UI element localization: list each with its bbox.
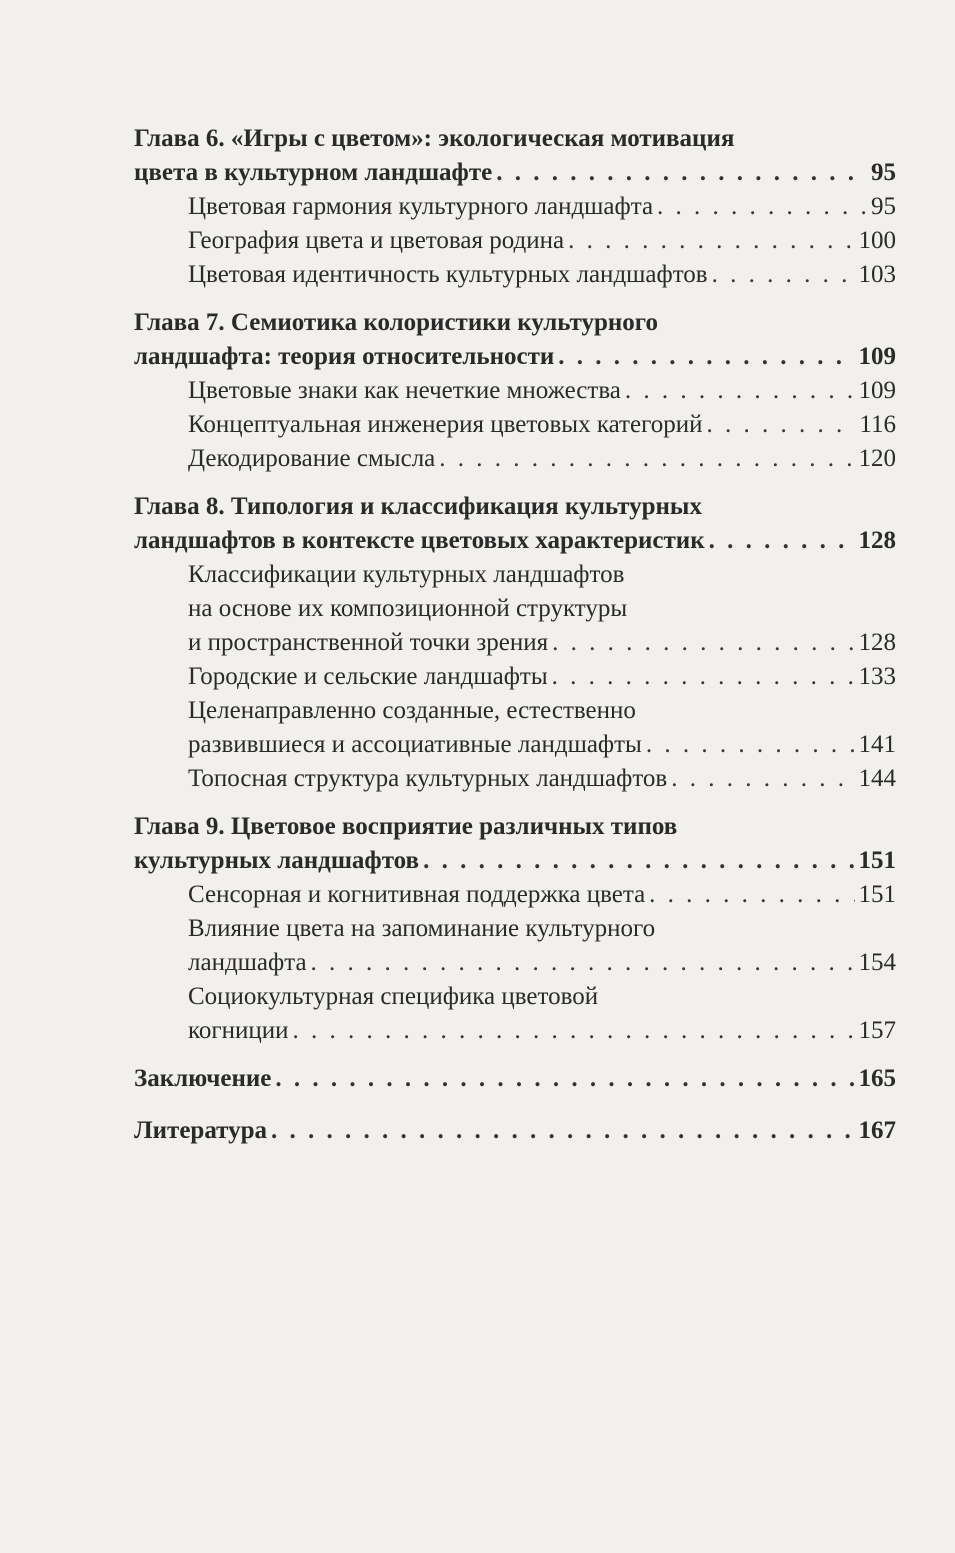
chapter-title-line: Глава 9. Цветовое восприятие различных типов [134, 813, 678, 840]
section-entry-line: Целенаправленно созданные, естественно [188, 697, 636, 724]
page-number: 157 [858, 1017, 896, 1044]
chapter-title-line: цвета в культурном ландшафте . . . 95 [134, 156, 896, 190]
dot-leader [568, 224, 854, 258]
page-number: 128 [858, 527, 896, 554]
section-entry: Декодирование смысла . . . 120 [134, 442, 896, 476]
dot-leader [423, 844, 854, 878]
chapter-8 [134, 490, 896, 796]
chapter-title-line: Глава 7. Семиотика колористики культурного [134, 309, 659, 336]
page-number: 109 [858, 343, 896, 370]
section-entry-line: Классификации культурных ландшафтов [188, 561, 625, 588]
section-entry: Сенсорная и когнитивная поддержка цвета . . . 151 [134, 878, 896, 912]
page-number: 151 [858, 881, 896, 908]
dot-leader [439, 442, 854, 476]
chapter-title-line: культурных ландшафтов . . . 151 [134, 844, 896, 878]
chapter-title-line: Глава 8. Типология и классификация культурных [134, 493, 702, 520]
literature-entry: Литература . . . 167 [134, 1114, 896, 1148]
chapter-title-line: ландшафта: теория относительности . . . 109 [134, 340, 896, 374]
section-entry-line: Социокультурная специфика цветовой [188, 983, 599, 1010]
chapter-title-line: Глава 6. «Игры с цветом»: экологическая мотивация [134, 125, 735, 152]
dot-leader [558, 340, 854, 374]
dot-leader [709, 524, 855, 558]
section-entry: Городские и сельские ландшафты . . . 133 [134, 660, 896, 694]
page-number: 95 [871, 193, 896, 220]
page-number: 154 [858, 949, 896, 976]
dot-leader [625, 374, 855, 408]
section-entry: Цветовая идентичность культурных ландшафтов . . . 103 [134, 258, 896, 292]
page-number: 120 [858, 445, 896, 472]
page-number: 151 [858, 847, 896, 874]
section-entry-line: Влияние цвета на запоминание культурного [188, 915, 656, 942]
section-entry: География цвета и цветовая родина . . . 100 [134, 224, 896, 258]
page-number: 165 [858, 1065, 896, 1092]
dot-leader [552, 626, 854, 660]
conclusion-entry: Заключение . . . 165 [134, 1062, 896, 1096]
dot-leader [293, 1014, 855, 1048]
table-of-contents [134, 122, 896, 1166]
section-entry: развившиеся и ассоциативные ландшафты . . . 141 [134, 728, 896, 762]
chapter-title-line: ландшафтов в контексте цветовых характеристик . . . 128 [134, 524, 896, 558]
page-number: 167 [858, 1117, 896, 1144]
dot-leader [657, 190, 867, 224]
section-entry: ландшафта . . . 154 [134, 946, 896, 980]
section-entry: и пространственной точки зрения . . . 128 [134, 626, 896, 660]
section-entry: Цветовые знаки как нечеткие множества . . . 109 [134, 374, 896, 408]
page-number: 109 [858, 377, 896, 404]
page-number: 103 [858, 261, 896, 288]
page-number: 144 [858, 765, 896, 792]
page-number: 141 [858, 731, 896, 758]
section-entry: Топосная структура культурных ландшафтов . . . 144 [134, 762, 896, 796]
chapter-6 [134, 122, 896, 292]
dot-leader [311, 946, 855, 980]
dot-leader [671, 762, 854, 796]
dot-leader [496, 156, 867, 190]
dot-leader [706, 408, 855, 442]
chapter-7 [134, 306, 896, 476]
dot-leader [275, 1062, 854, 1096]
dot-leader [646, 728, 855, 762]
dot-leader [712, 258, 855, 292]
section-entry-line: на основе их композиционной структуры [188, 595, 628, 622]
dot-leader [649, 878, 854, 912]
section-entry: когниции . . . 157 [134, 1014, 896, 1048]
page-number: 95 [871, 159, 896, 186]
dot-leader [271, 1114, 854, 1148]
page-number: 128 [858, 629, 896, 656]
section-entry: Цветовая гармония культурного ландшафта . . . 95 [134, 190, 896, 224]
page-number: 100 [858, 227, 896, 254]
dot-leader [552, 660, 855, 694]
section-entry: Концептуальная инженерия цветовых категорий . . . 116 [134, 408, 896, 442]
chapter-9 [134, 810, 896, 1048]
page-number: 133 [858, 663, 896, 690]
page-number: 116 [859, 411, 896, 438]
